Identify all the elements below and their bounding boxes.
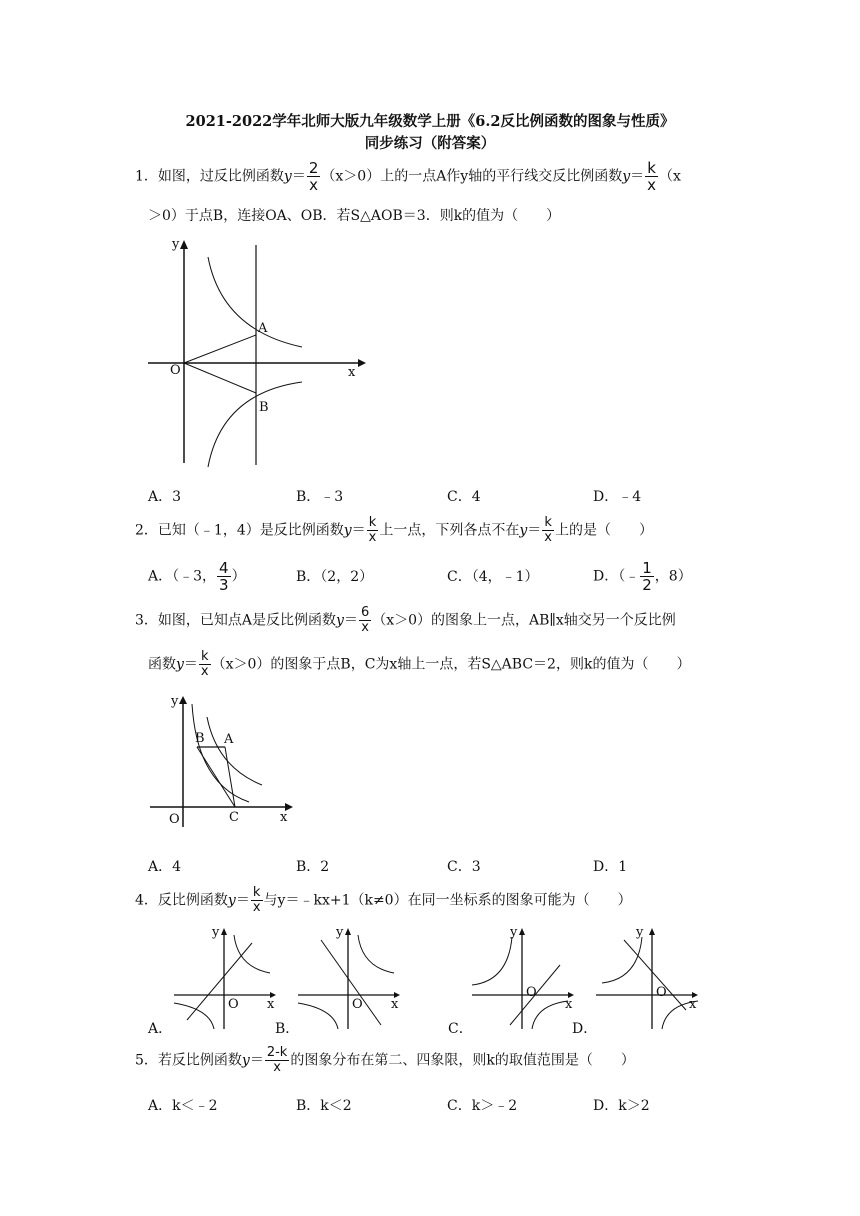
q4-graph-a[interactable]: y x O bbox=[172, 925, 282, 1035]
question-3-line2: 函数y＝ $\frac{k}{x}$ （x＞0）的图象于点B，C为x轴上一点，若S△ABC＝2，则k的值为（ ） bbox=[148, 649, 691, 679]
document-title: 2021-2022学年北师大版九年级数学上册《6.2反比例函数的图象与性质》 bbox=[185, 113, 675, 130]
q2-option-d[interactable]: D．（﹣ $\frac{1}{2}$ ，8） bbox=[593, 559, 692, 594]
q1-fraction-2: $\frac{k}{x}$ bbox=[647, 159, 657, 194]
q3-point-c-label: C bbox=[229, 810, 239, 825]
q2-text-b: 上一点，下列各点不在 bbox=[379, 522, 520, 539]
q1-graph bbox=[140, 235, 370, 470]
question-4-line1: 4．反比例函数y＝ $\frac{k}{x}$ 与y＝﹣kx+1（k≠0）在同一坐标系的图象可能为（ ） bbox=[135, 885, 632, 915]
q3-option-d[interactable]: D．1 bbox=[593, 859, 628, 875]
q3-option-b[interactable]: B．2 bbox=[296, 859, 330, 875]
q1-option-a[interactable]: A．3 bbox=[148, 489, 182, 505]
q1-text-a: 1．如图，过反比例函数 bbox=[135, 168, 284, 185]
q2-text-a: 2．已知（﹣1，4）是反比例函数 bbox=[135, 522, 344, 539]
q4-graph-b[interactable]: y x O bbox=[296, 925, 406, 1035]
q1-option-b[interactable]: B．﹣3 bbox=[296, 489, 344, 505]
q3-x-label: x bbox=[280, 810, 288, 825]
q2-option-c[interactable]: C．（4，﹣1） bbox=[447, 569, 539, 585]
q2-option-a[interactable]: A．（﹣3， $\frac{4}{3}$ ） bbox=[148, 559, 246, 594]
q5-option-a[interactable]: A．k＜﹣2 bbox=[148, 1098, 218, 1114]
question-1-line2: ＞0）于点B，连接OA、OB．若S△AOB＝3．则k的值为（ ） bbox=[148, 208, 561, 224]
q5-fraction: $\frac{2-k}{x}$ bbox=[266, 1045, 288, 1075]
question-3-line1: 3．如图，已知点A是反比例函数y＝ $\frac{6}{x}$ （x＞0）的图象上一点，AB∥x轴交另一个反比例 bbox=[135, 605, 676, 635]
q4-option-b[interactable]: B． bbox=[275, 1021, 300, 1037]
q4-graph-d[interactable]: y x O bbox=[594, 925, 704, 1035]
q3-fraction-1: $\frac{6}{x}$ bbox=[360, 605, 370, 635]
q4-graph-c[interactable]: y x O bbox=[470, 925, 580, 1035]
q1-origin-label: O bbox=[170, 363, 181, 378]
q3-point-b-label: B bbox=[195, 731, 205, 746]
q1-figure bbox=[140, 235, 370, 470]
document-subtitle: 同步练习（附答案） bbox=[364, 135, 496, 152]
q3-figure bbox=[145, 692, 305, 832]
q2-text-c: 上的是（ ） bbox=[554, 522, 653, 539]
q2-option-b[interactable]: B．（2，2） bbox=[296, 569, 374, 585]
q3-text-a: 3．如图，已知点A是反比例函数 bbox=[135, 612, 337, 629]
q1-option-c[interactable]: C．4 bbox=[447, 489, 481, 505]
q4-option-c[interactable]: C． bbox=[448, 1021, 473, 1037]
q1-x-label: x bbox=[348, 365, 356, 380]
q4-option-a[interactable]: A． bbox=[148, 1021, 173, 1037]
q3-text-b: （x＞0）的图象上一点，AB∥x轴交另一个反比例 bbox=[372, 612, 676, 629]
q5-option-b[interactable]: B．k＜2 bbox=[296, 1098, 352, 1114]
q2-fraction-2: $\frac{k}{x}$ bbox=[544, 515, 552, 545]
q3-option-a[interactable]: A．4 bbox=[148, 859, 182, 875]
q4-fraction: $\frac{k}{x}$ bbox=[252, 885, 261, 915]
q2-fraction-1: $\frac{k}{x}$ bbox=[368, 515, 377, 545]
question-2-line1: 2．已知（﹣1，4）是反比例函数y＝ $\frac{k}{x}$ 上一点，下列各点不在y＝ $\frac{k}{x}$ 上的是（ ） bbox=[135, 515, 653, 545]
q5-option-c[interactable]: C．k＞﹣2 bbox=[447, 1098, 518, 1114]
q1-text-c: （x bbox=[659, 168, 681, 185]
q1-point-a-label: A bbox=[258, 321, 268, 336]
q3-y-label: y bbox=[171, 694, 179, 709]
q3-option-c[interactable]: C．3 bbox=[447, 859, 481, 875]
q1-fraction-1: $\frac{2}{x}$ bbox=[308, 159, 319, 194]
q4-option-d[interactable]: D． bbox=[572, 1021, 598, 1037]
q5-option-d[interactable]: D．k＞2 bbox=[593, 1098, 650, 1114]
q1-option-d[interactable]: D．﹣4 bbox=[593, 489, 642, 505]
q1-point-b-label: B bbox=[259, 400, 269, 415]
q3-origin-label: O bbox=[169, 812, 180, 827]
question-5-line1: 5．若反比例函数y＝ $\frac{2-k}{x}$ 的图象分布在第二、四象限，则k的取值范围是（ ） bbox=[135, 1045, 635, 1075]
q3-point-a-label: A bbox=[224, 732, 234, 747]
q3-fraction-2: $\frac{k}{x}$ bbox=[200, 649, 209, 679]
q1-text-b: （x＞0）上的一点A作y轴的平行线交反比例函数 bbox=[321, 168, 623, 185]
q1-y-label: y bbox=[172, 237, 180, 252]
question-1-line1: 1．如图，过反比例函数y＝ $\frac{2}{x}$ （x＞0）上的一点A作y轴的平行线交反比例函数y＝ $\frac{k}{x}$ （x bbox=[135, 159, 681, 194]
